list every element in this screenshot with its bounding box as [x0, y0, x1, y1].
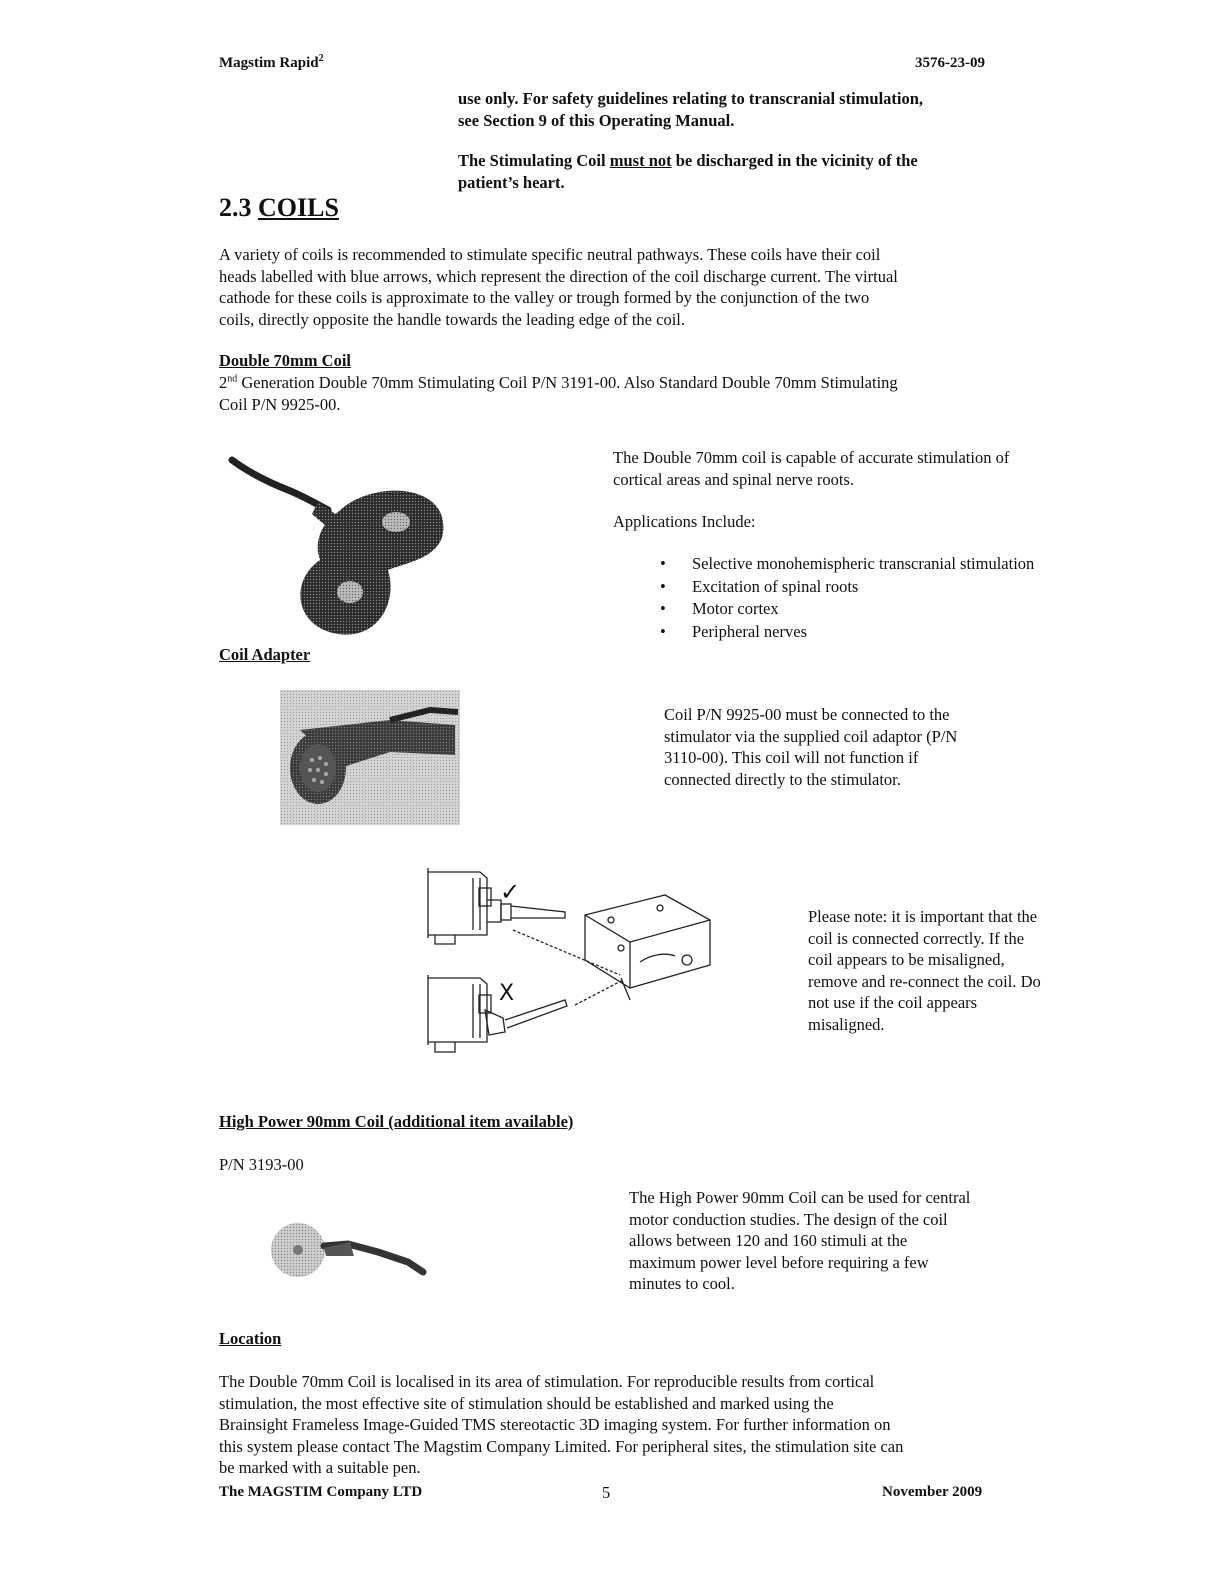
correct-checkmark: ✓	[500, 878, 521, 906]
generation-line	[219, 372, 1019, 394]
note-line: misaligned.	[808, 1014, 885, 1034]
heart-warning-line: patient’s heart.	[458, 172, 565, 192]
coil-adapter-heading: Coil Adapter	[219, 645, 311, 664]
footer-company: The MAGSTIM Company LTD	[219, 1484, 423, 1500]
generation-text: Generation Double 70mm Stimulating Coil P/N 3191-00. Also Standard Double 70mm Stimulating	[237, 373, 898, 392]
warning-line: see Section 9 of this Operating Manual.	[458, 110, 735, 130]
section-number: 2.3	[219, 193, 258, 222]
note-line: not use if the coil appears	[808, 993, 978, 1012]
header-product-name: Magstim Rapid	[219, 55, 319, 71]
intro-line: coils, directly opposite the handle towards the leading edge of the coil.	[219, 309, 685, 329]
high-power-part-number: P/N 3193-00	[219, 1155, 304, 1174]
double70-heading: Double 70mm Coil	[219, 351, 351, 370]
description-line: connected directly to the stimulator.	[664, 769, 901, 789]
high-power-heading: High Power 90mm Coil (additional item available)	[219, 1112, 574, 1131]
applications-label: Applications Include:	[613, 512, 756, 531]
generation-number: 2	[219, 373, 228, 392]
heart-warning-text: be discharged in the vicinity of the	[671, 151, 918, 170]
double70-description	[613, 447, 1093, 490]
header-product-superscript: 2	[318, 53, 324, 64]
location-line: be marked with a suitable pen.	[219, 1458, 421, 1477]
page-number: 5	[602, 1483, 611, 1502]
intro-line: heads labelled with blue arrows, which represent the direction of the coil discharge current. The virtual	[219, 266, 898, 286]
description-line: stimulator via the supplied coil adaptor (P/N	[664, 726, 958, 746]
description-line: cortical areas and spinal nerve roots.	[613, 469, 854, 489]
location-line: Brainsight Frameless Image-Guided TMS stereotactic 3D imaging system. For further information on	[219, 1415, 891, 1434]
intro-line: cathode for these coils is approximate to the valley or trough formed by the conjunction of the two	[219, 288, 870, 307]
intro-line: A variety of coils is recommended to stimulate specific neutral pathways. These coils have their coil	[219, 245, 881, 264]
wrong-cross-mark: X	[499, 981, 515, 1006]
adapter-description	[664, 704, 1024, 790]
footer-date: November 2009	[882, 1484, 983, 1500]
heart-warning-text: The Stimulating Coil	[458, 151, 610, 170]
location-line: The Double 70mm Coil is localised in its area of stimulation. For reproducible results from cortical	[219, 1372, 875, 1391]
list-item: • Excitation of spinal roots	[660, 576, 1100, 599]
list-item: • Motor cortex	[660, 598, 1100, 621]
location-line: this system please contact The Magstim Company Limited. For peripheral sites, the stimulation site can	[219, 1436, 904, 1456]
description-line: maximum power level before requiring a few	[629, 1252, 929, 1272]
section-title: COILS	[258, 193, 339, 222]
note-line: remove and re-connect the coil. Do	[808, 971, 1041, 991]
description-line: minutes to cool.	[629, 1274, 735, 1293]
safety-warning	[458, 88, 1018, 131]
applications-list	[660, 553, 1100, 643]
note-line: coil appears to be misaligned,	[808, 950, 1005, 969]
double70-generation	[219, 372, 1019, 415]
intro-paragraph	[219, 244, 1019, 330]
must-not-emphasis: must not	[609, 151, 672, 170]
note-line: coil is connected correctly. If the	[808, 928, 1025, 948]
generation-line: Coil P/N 9925-00.	[219, 394, 341, 414]
list-item: • Selective monohemispheric transcranial stimulation	[660, 553, 1100, 576]
heart-warning	[458, 150, 1018, 193]
document-number: 3576-23-09	[915, 55, 985, 71]
double-70mm-coil-image	[228, 452, 450, 642]
coil-adapter-image	[280, 690, 460, 825]
coil-connection-diagram	[425, 860, 715, 1055]
generation-superscript: nd	[227, 373, 238, 385]
warning-line: use only. For safety guidelines relating to transcranial stimulation,	[458, 89, 924, 108]
high-power-description	[629, 1187, 1049, 1295]
location-line: stimulation, the most effective site of stimulation should be established and marked using the	[219, 1393, 834, 1413]
description-line: 3110-00). This coil will not function if	[664, 748, 919, 767]
section-heading	[219, 193, 339, 223]
note-line: Please note: it is important that the	[808, 907, 1038, 926]
description-line: allows between 120 and 160 stimuli at the	[629, 1231, 908, 1250]
running-header-title	[219, 55, 324, 72]
description-line: The High Power 90mm Coil can be used for central	[629, 1188, 971, 1207]
description-line: Coil P/N 9925-00 must be connected to the	[664, 705, 950, 724]
description-line: The Double 70mm coil is capable of accurate stimulation of	[613, 448, 1010, 467]
list-item: • Peripheral nerves	[660, 621, 1100, 644]
heart-warning-line	[458, 150, 1018, 172]
high-power-coil-image	[268, 1220, 428, 1280]
location-paragraph	[219, 1371, 1019, 1479]
description-line: motor conduction studies. The design of the coil	[629, 1209, 948, 1229]
location-heading: Location	[219, 1329, 282, 1348]
alignment-note	[808, 906, 1108, 1035]
